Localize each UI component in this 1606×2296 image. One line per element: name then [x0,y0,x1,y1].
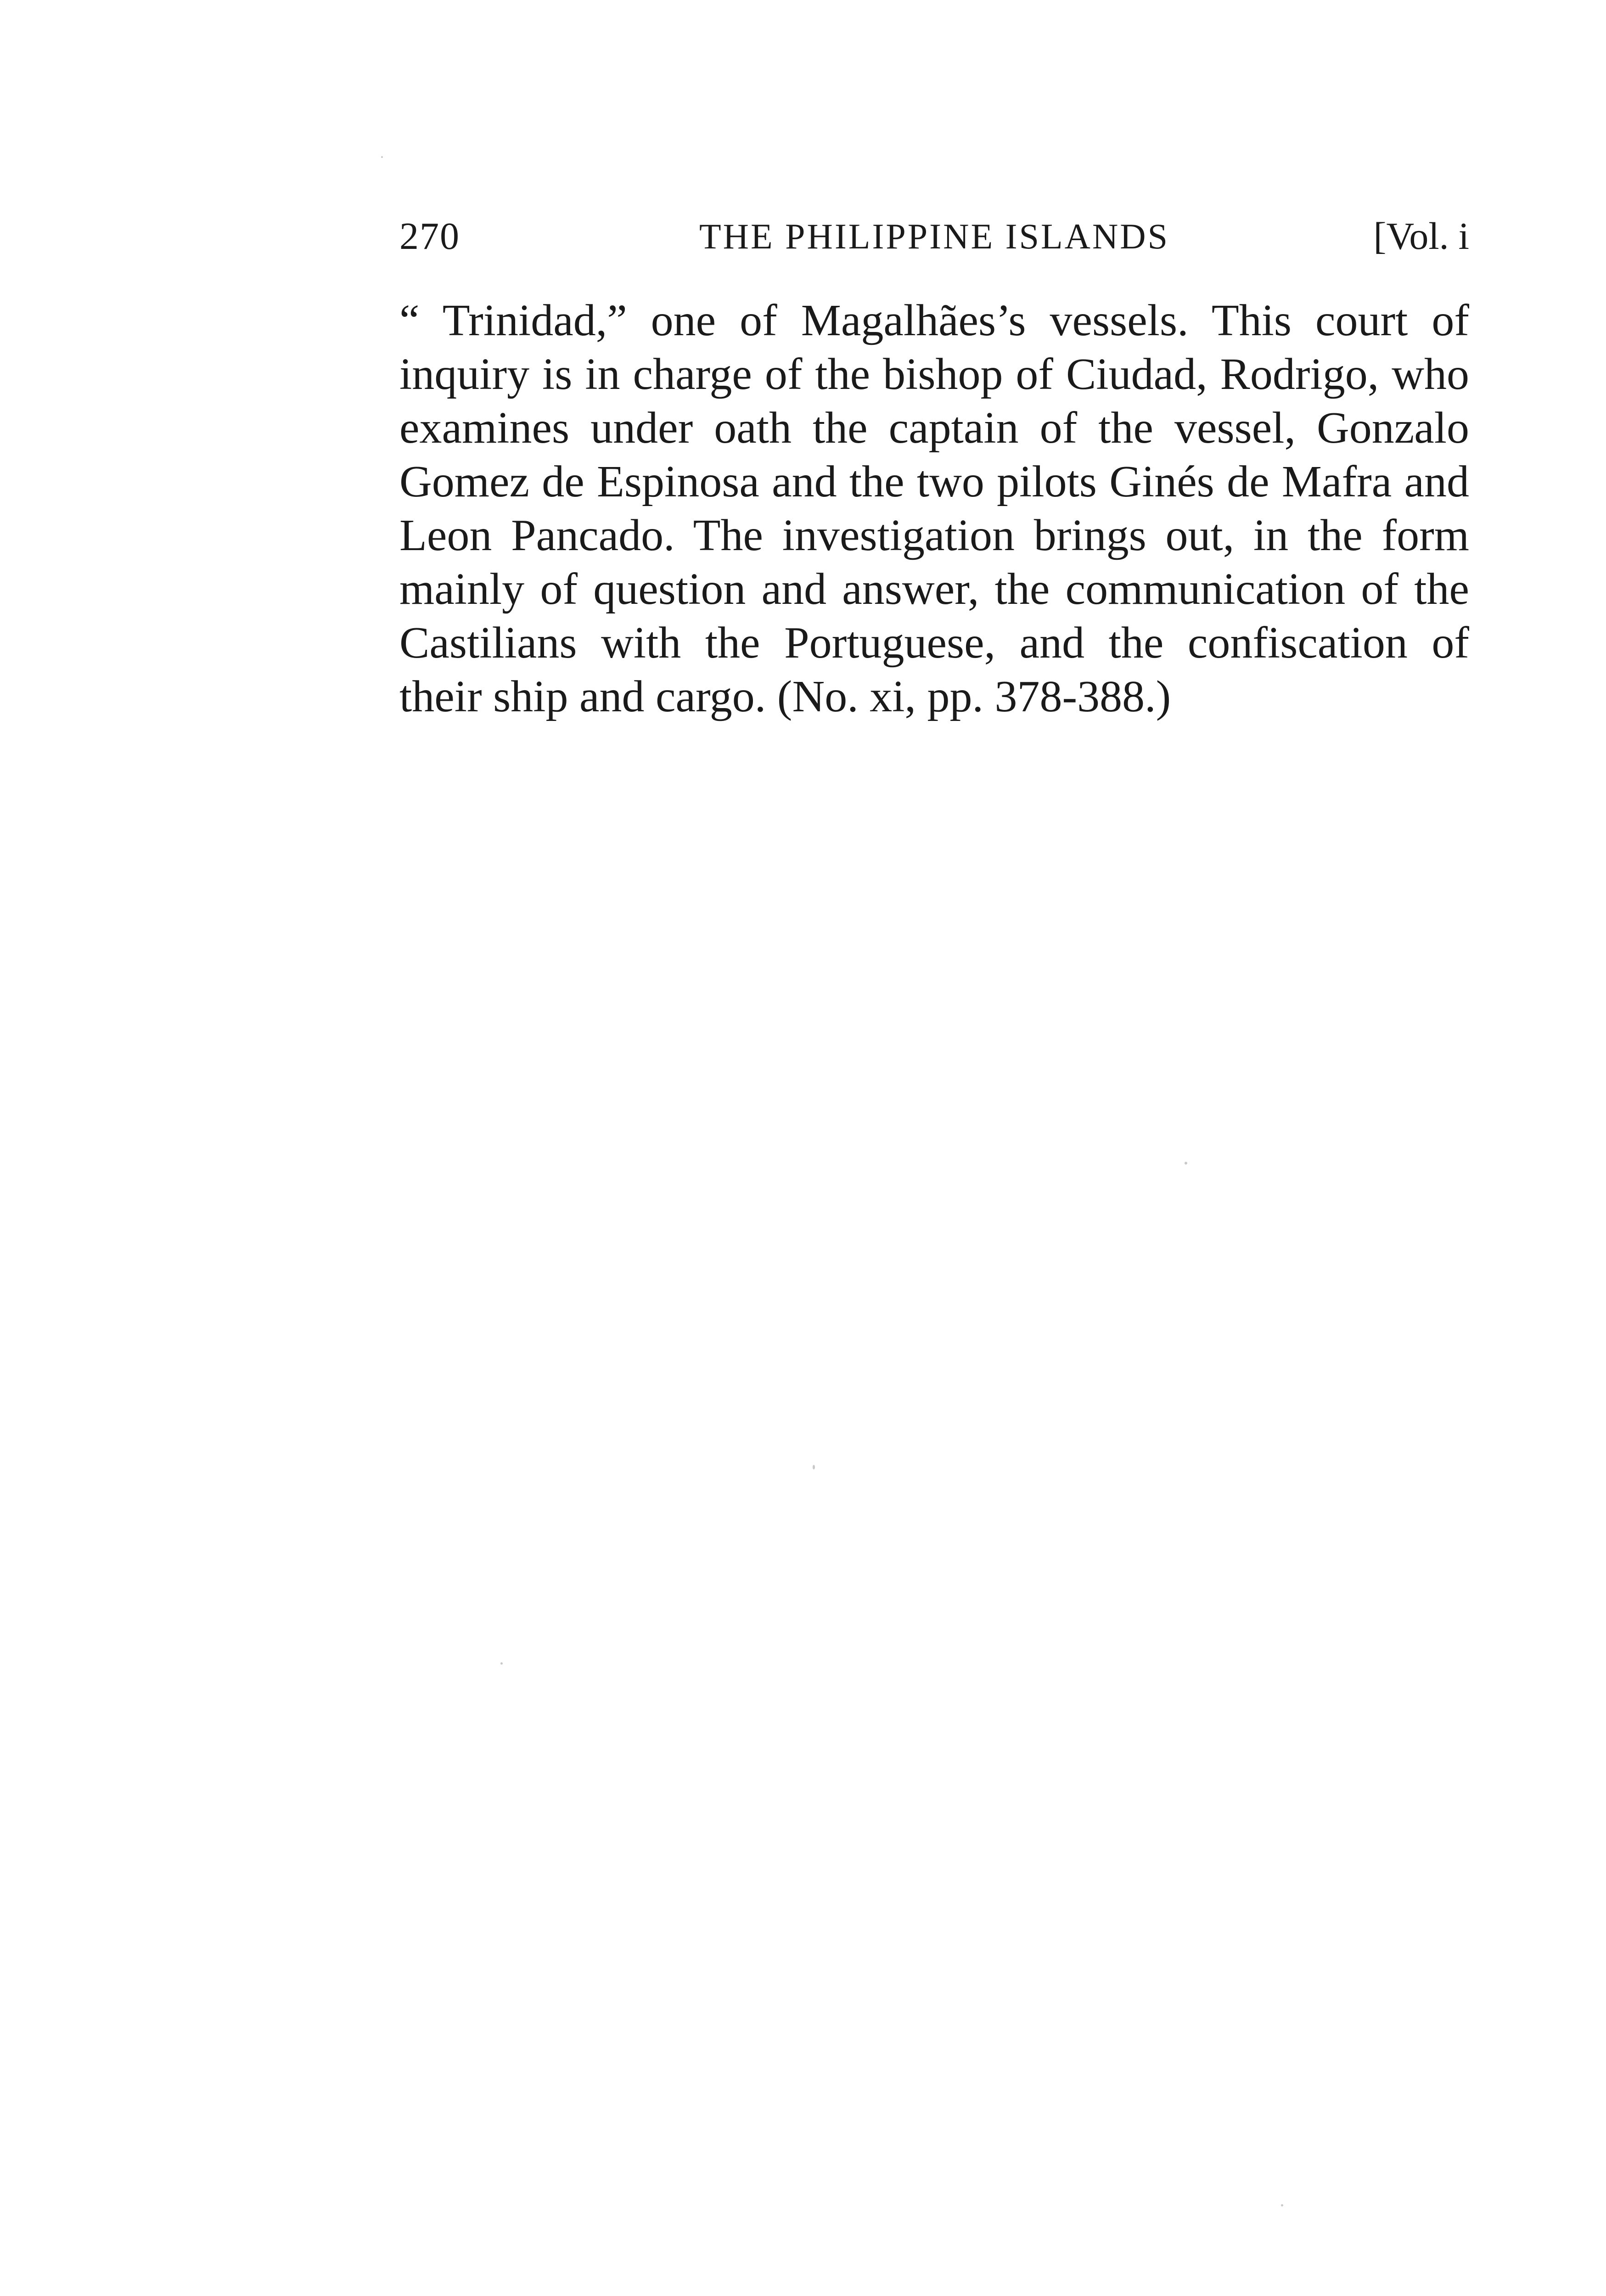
paragraph: “ Trinidad,” one of Magalhães’s vessels. This court of inquiry is in charge of the bishop of Ciudad, Rodrigo, who examines under oath the captain of the vessel, Gonzalo Gomez de Espinosa and the two pilots Ginés de Mafra and Leon Pancado. The investigation brings out, in the form mainly of question and answer, the communication of the Castilians with the Portuguese, and the confiscation of their ship and cargo. (No. xi, pp. 378-388.) [399,296,1469,721]
scan-speck [381,156,383,158]
volume-marker: [Vol. i [1373,215,1469,258]
page-number: 270 [399,215,460,258]
body-text [399,294,1469,724]
running-head [399,209,1469,264]
scan-speck [500,1662,503,1665]
scan-speck [813,1465,815,1469]
running-title: THE PHILIPPINE ISLANDS [699,216,1169,256]
scan-speck [1281,2204,1283,2206]
scan-speck [1185,1162,1187,1165]
